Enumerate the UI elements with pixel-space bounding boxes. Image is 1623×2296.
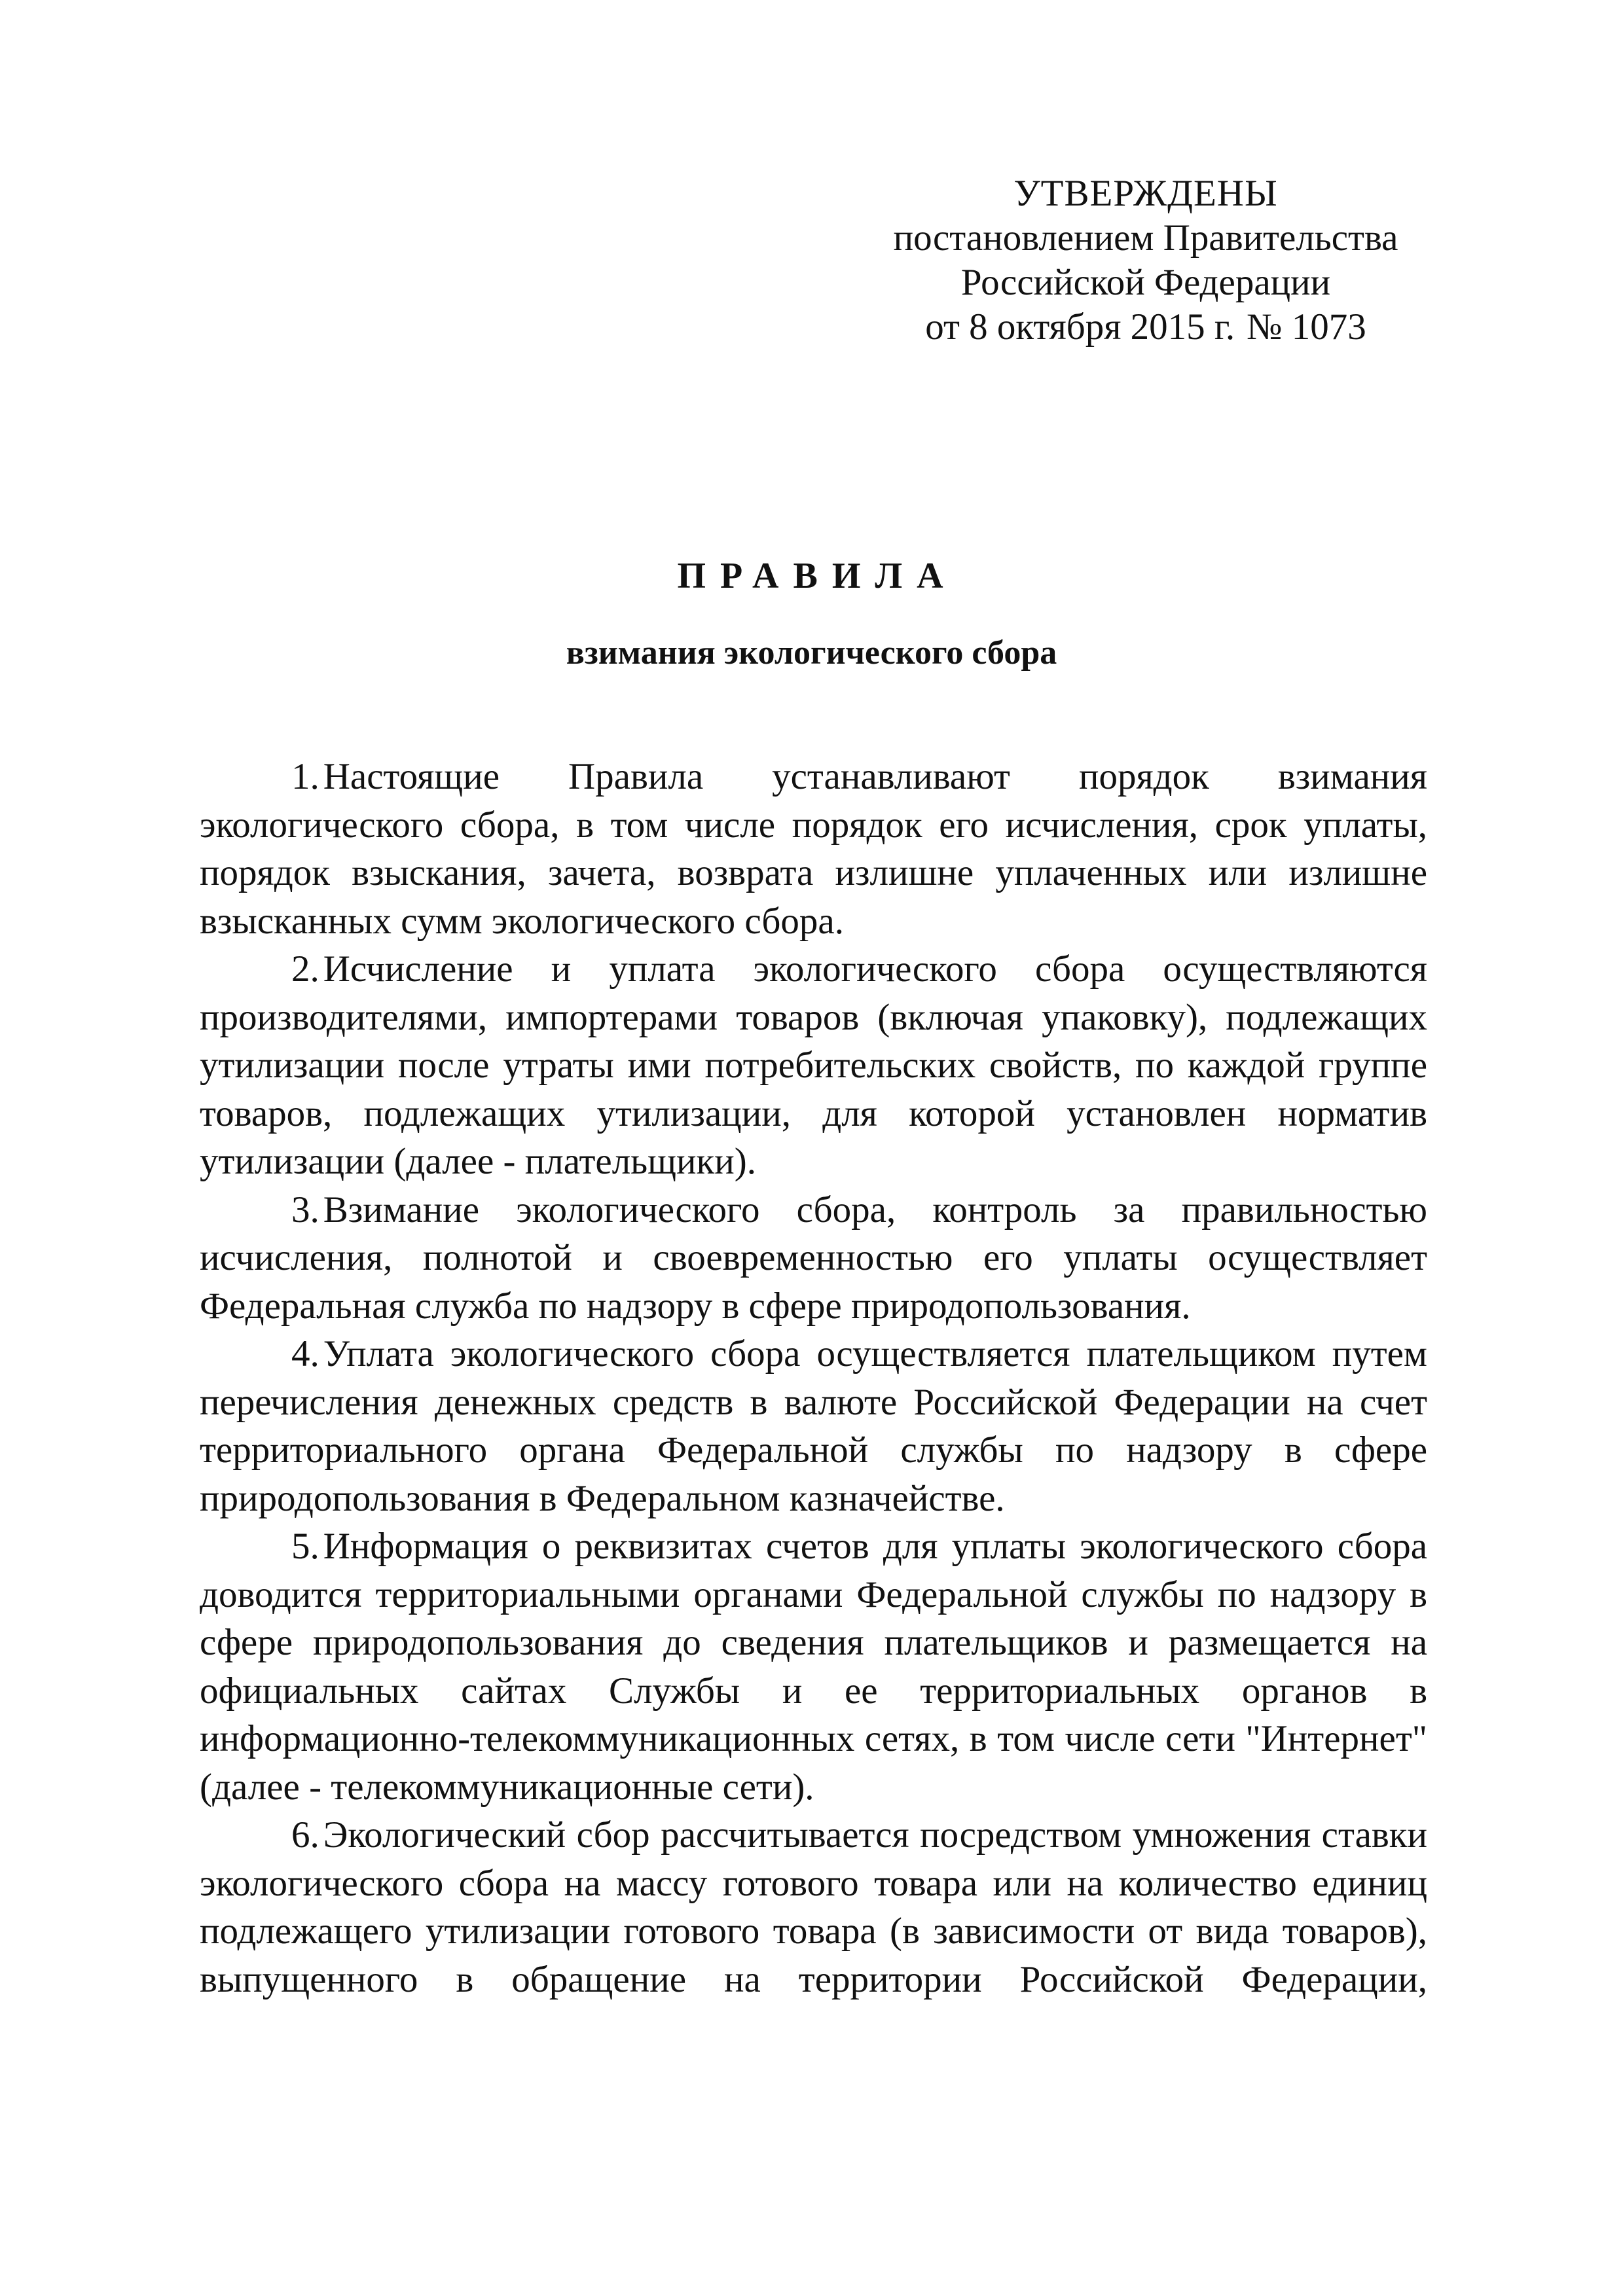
paragraph-5 <box>200 1522 1427 1811</box>
paragraph-2 <box>200 945 1427 1186</box>
approval-heading: УТВЕРЖДЕНЫ <box>1013 173 1278 214</box>
paragraph-number: 5. <box>291 1526 319 1567</box>
document-body <box>200 753 1427 2003</box>
title-block <box>0 553 1623 676</box>
paragraph-text: Настоящие Правила устанавливают порядок взимания экологического сбора, в том числе порядок его исчисления, срок уплаты, порядок взыскания, зачета, возврата излишне уплаченных или излишне взысканных сумм экологического сбора. <box>200 756 1427 942</box>
paragraph-text: Взимание экологического сбора, контроль за правильностью исчисления, полнотой и своевременностью его уплаты осуществляет Федеральная служба по надзору в сфере природопользования. <box>200 1189 1427 1327</box>
paragraph-number: 6. <box>291 1814 319 1856</box>
paragraph-3 <box>200 1186 1427 1331</box>
approval-date: от 8 октября 2015 г. <box>925 306 1235 348</box>
approval-number: № 1073 <box>1247 306 1366 348</box>
approval-line-2: Российской Федерации <box>960 262 1331 303</box>
approval-stamp <box>851 171 1440 350</box>
document-title: ПРАВИЛА <box>677 556 958 596</box>
paragraph-1 <box>200 753 1427 945</box>
paragraph-number: 2. <box>291 948 319 990</box>
paragraph-text: Исчисление и уплата экологического сбора осуществляются производителями, импортерами товаров (включая упаковку), подлежащих утилизации после утраты ими потребительских свойств, по каждой группе товаров, подлежащих утилизации, для которой установлен норматив утилизации (далее - плательщики). <box>200 948 1427 1182</box>
paragraph-text: Информация о реквизитах счетов для уплаты экологического сбора доводится территориальными органами Федеральной службы по надзору в сфере природопользования до сведения плательщиков и размещается на официальных сайтах Службы и ее территориальных органов в информационно-телекоммуникационных сетях, в том числе сети "Интернет" (далее - телекоммуникационные сети). <box>200 1526 1427 1808</box>
paragraph-text: Уплата экологического сбора осуществляется плательщиком путем перечисления денежных средств в валюте Российской Федерации на счет территориального органа Федеральной службы по надзору в сфере природопользования в Федеральном казначействе. <box>200 1333 1427 1519</box>
paragraph-4 <box>200 1330 1427 1522</box>
paragraph-number: 1. <box>291 756 319 797</box>
paragraph-number: 3. <box>291 1189 319 1230</box>
approval-line-1: постановлением Правительства <box>893 217 1398 259</box>
paragraph-number: 4. <box>291 1333 319 1374</box>
paragraph-text: Экологический сбор рассчитывается посредством умножения ставки экологического сбора на массу готового товара или на количество единиц подлежащего утилизации готового товара (в зависимости от вида товаров), выпущенного в обращение на территории Российской Федерации, <box>200 1814 1427 2000</box>
document-subtitle: взимания экологического сбора <box>566 634 1057 672</box>
paragraph-6 <box>200 1811 1427 2003</box>
approval-date-line <box>851 305 1440 350</box>
